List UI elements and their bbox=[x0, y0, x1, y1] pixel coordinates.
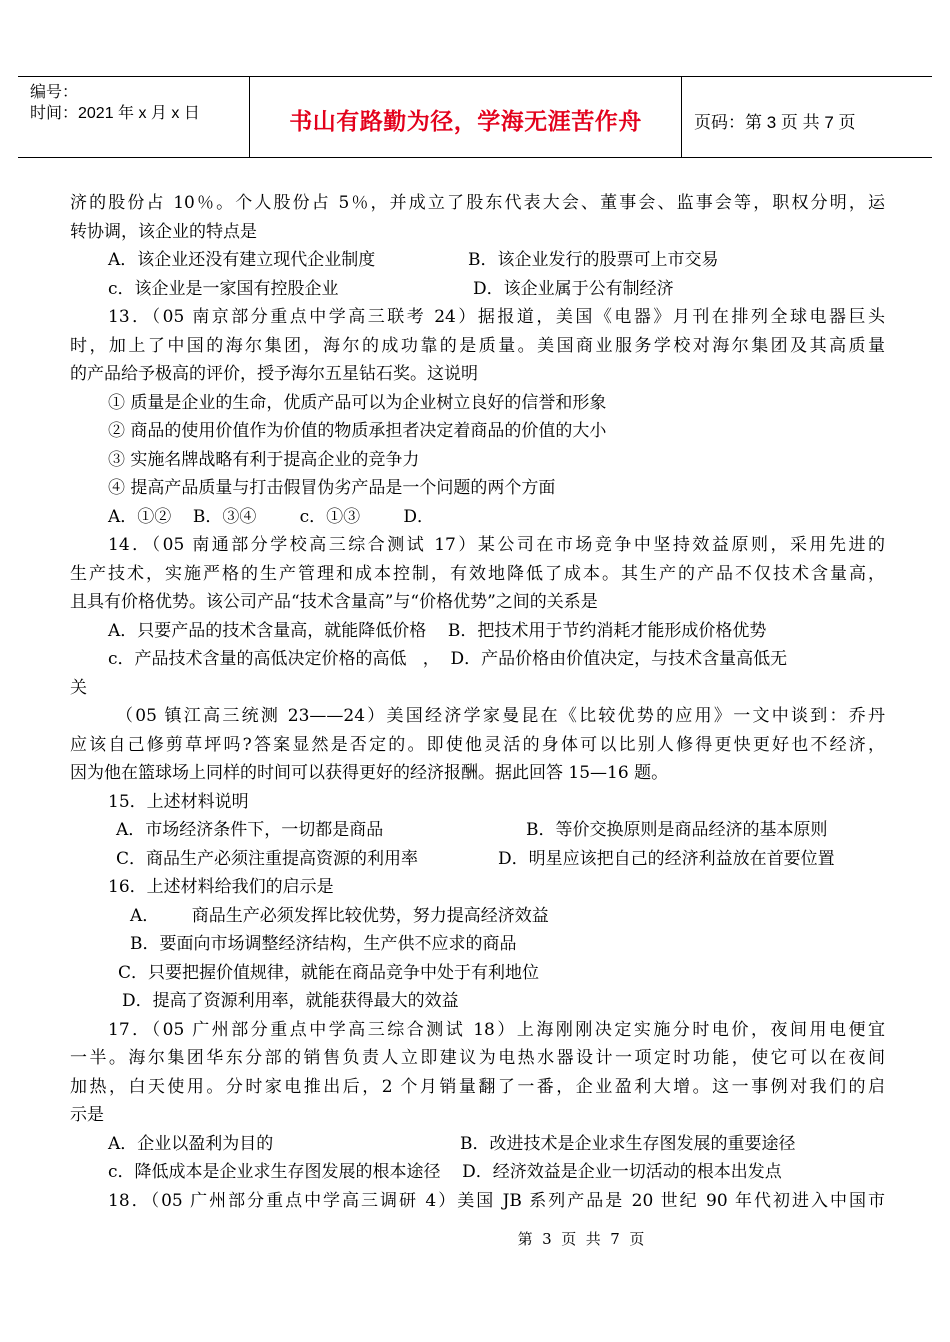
text-line: 时，加上了中国的海尔集团，海尔的成功靠的是质量。美国商业服务学校对海尔集团及其高质量 bbox=[70, 335, 885, 356]
text-line: 示是 bbox=[70, 1105, 104, 1125]
option-d: D．提高了资源利用率，就能获得最大的效益 bbox=[122, 991, 459, 1011]
question-14: 14．（05 南通部分学校高三综合测试 17）某公司在市场竞争中坚持效益原则，采用先进的 bbox=[108, 535, 885, 555]
options-14-ab: A．只要产品的技术含量高，就能降低价格 B．把技术用于节约消耗才能形成价格优势 bbox=[108, 620, 767, 641]
option-row bbox=[70, 246, 885, 275]
header-page-cell bbox=[682, 77, 932, 157]
header-motto: 书山有路勤为径，学海无涯苦作舟 bbox=[289, 108, 642, 134]
options-13: A．①② B．③④ c．①③ D． bbox=[108, 506, 434, 527]
option-c: C．商品生产必须注重提高资源的利用率 bbox=[116, 848, 419, 869]
header-meta-cell bbox=[18, 77, 250, 157]
text-line: 因为他在篮球场上同样的时间可以获得更好的经济报酬。据此回答 15—16 题。 bbox=[70, 763, 669, 783]
option-b: B．改进技术是企业求生存图发展的重要途径 bbox=[460, 1133, 796, 1154]
document-body bbox=[70, 189, 885, 1215]
header-page-code: 页码：第 3 页 共 7 页 bbox=[694, 113, 856, 132]
question-16: 16．上述材料给我们的启示是 bbox=[108, 877, 334, 897]
text-line: 济的股份占 10％。个人股份占 5％，并成立了股东代表大会、董事会、监事会等，职权分明，运 bbox=[70, 193, 885, 213]
option-d: D．明星应该把自己的经济利益放在首要位置 bbox=[498, 848, 835, 869]
header-motto-cell bbox=[250, 77, 682, 157]
statement-2: ② 商品的使用价值作为价值的物质承担者决定着商品的价值的大小 bbox=[108, 421, 607, 441]
option-c: c．该企业是一家国有控股企业 bbox=[108, 278, 339, 299]
statement-4: ④ 提高产品质量与打击假冒伪劣产品是一个问题的两个方面 bbox=[108, 478, 556, 498]
option-a: A． 商品生产必须发挥比较优势，努力提高经济效益 bbox=[130, 905, 549, 926]
question-15: 15．上述材料说明 bbox=[108, 791, 249, 812]
option-a: A．企业以盈利为目的 bbox=[108, 1133, 274, 1154]
document-header bbox=[18, 76, 932, 158]
option-a: A．该企业还没有建立现代企业制度 bbox=[108, 250, 376, 270]
option-row bbox=[70, 275, 885, 304]
text-line: 关 bbox=[70, 677, 87, 698]
option-b: B．该企业发行的股票可上市交易 bbox=[468, 250, 719, 270]
option-b: B．等价交换原则是商品经济的基本原则 bbox=[526, 820, 828, 840]
statement-1: ① 质量是企业的生命，优质产品可以为企业树立良好的信誉和形象 bbox=[108, 392, 607, 413]
material-intro: （05 镇江高三统测 23——24）美国经济学家曼昆在《比较优势的应用》一文中谈到：乔丹 bbox=[116, 706, 885, 726]
statement-3: ③ 实施名牌战略有利于提高企业的竞争力 bbox=[108, 449, 420, 470]
options-17-cd: c．降低成本是企业求生存图发展的根本途径 D．经济效益是企业一切活动的根本出发点 bbox=[108, 1162, 782, 1182]
options-14-cd: c．产品技术含量的高低决定价格的高低 ， D．产品价格由价值决定，与技术含量高低无 bbox=[108, 649, 788, 669]
text-line: 一半。海尔集团华东分部的销售负责人立即建议为电热水器设计一项定时功能，使它可以在夜间 bbox=[70, 1048, 885, 1068]
text-line: 生产技术，实施严格的生产管理和成本控制，有效地降低了成本。其生产的产品不仅技术含量高， bbox=[70, 563, 885, 584]
text-line: 的产品给予极高的评价，授予海尔五星钻石奖。这说明 bbox=[70, 364, 478, 384]
option-row bbox=[70, 845, 885, 874]
question-18: 18．（05 广州部分重点中学高三调研 4）美国 JB 系列产品是 20 世纪 90 年代初进入中国市 bbox=[108, 1190, 885, 1211]
document-time-label: 时间：2021 年 x 月 x 日 bbox=[30, 105, 200, 122]
option-row bbox=[70, 1130, 885, 1159]
text-line: 加热，白天使用。分时家电推出后，2 个月销量翻了一番，企业盈利大增。这一事例对我们的启 bbox=[70, 1076, 885, 1097]
question-17: 17．（05 广州部分重点中学高三综合测试 18）上海刚刚决定实施分时电价，夜间用电便宜 bbox=[108, 1019, 885, 1040]
option-row bbox=[70, 816, 885, 845]
option-b: B．要面向市场调整经济结构，生产供不应求的商品 bbox=[130, 934, 517, 954]
document-number-label: 编号： bbox=[30, 84, 79, 101]
option-c: C．只要把握价值规律，就能在商品竞争中处于有利地位 bbox=[118, 962, 540, 983]
option-a: A．市场经济条件下，一切都是商品 bbox=[116, 820, 384, 840]
page-footer: 第 3 页 共 7 页 bbox=[517, 1230, 645, 1248]
text-line: 转协调，该企业的特点是 bbox=[70, 221, 257, 242]
text-line: 应该自己修剪草坪吗?答案显然是否定的。即使他灵活的身体可以比别人修得更快更好也不经济， bbox=[70, 734, 885, 755]
option-d: D．该企业属于公有制经济 bbox=[473, 278, 674, 299]
question-13: 13．（05 南京部分重点中学高三联考 24）据报道，美国《电器》月刊在排列全球电器巨头 bbox=[108, 307, 885, 327]
text-line: 且具有价格优势。该公司产品“技术含量高”与“价格优势”之间的关系是 bbox=[70, 592, 598, 612]
